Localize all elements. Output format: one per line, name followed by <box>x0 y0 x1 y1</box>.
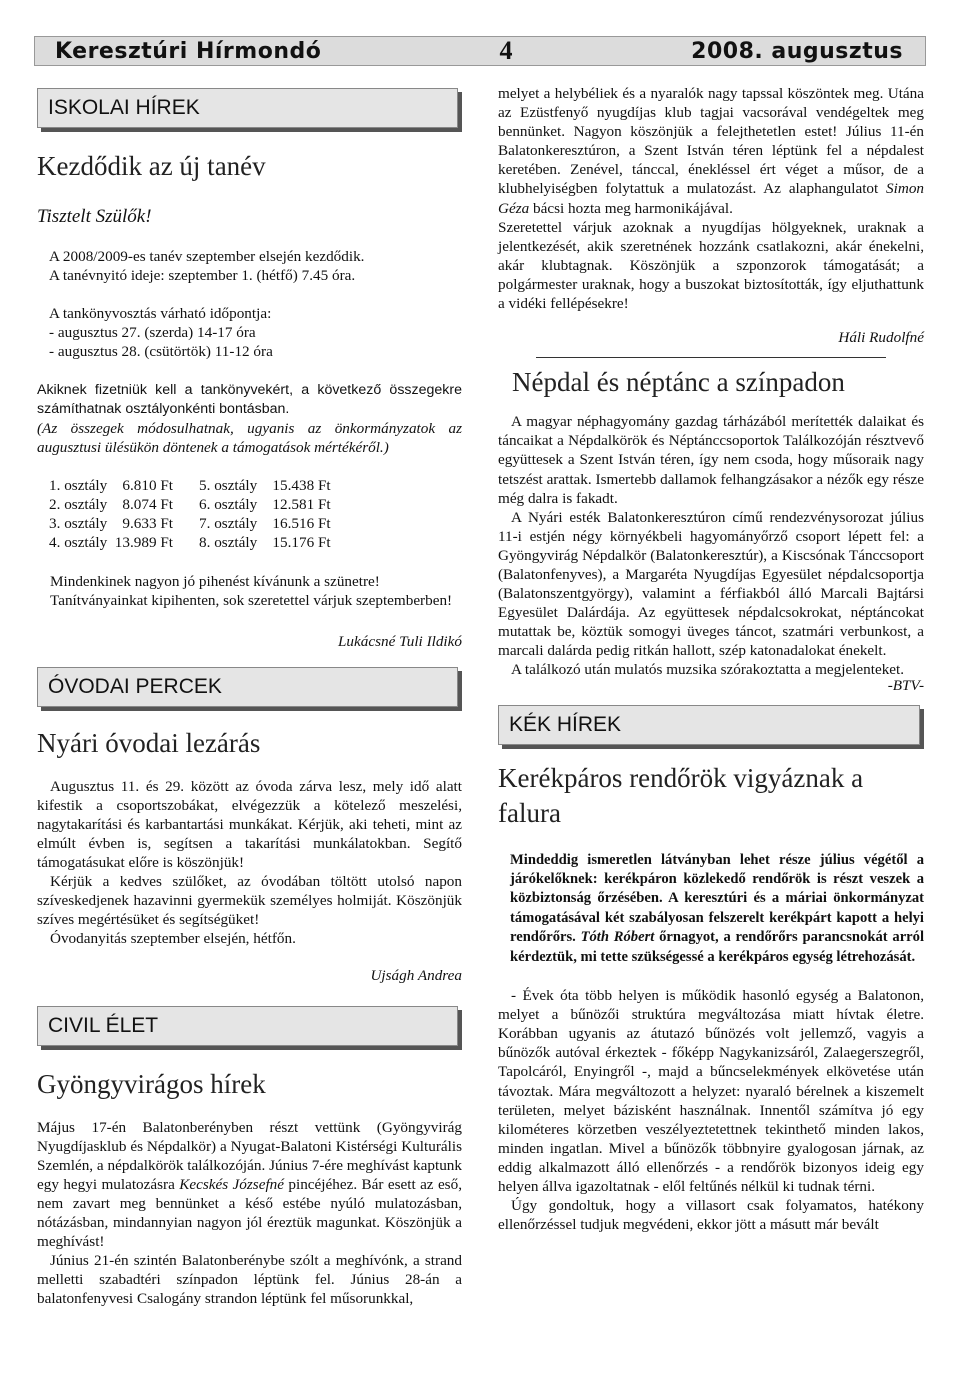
fee-cell: 5. osztály 15.438 Ft <box>199 476 331 494</box>
kindergarten-p3: Óvodanyitás szeptember elsején, hétfőn. <box>50 930 296 948</box>
school-start-line-1: A 2008/2009-es tanév szeptember elsején kezdődik. <box>49 248 365 266</box>
left-column <box>37 84 462 1308</box>
fee-cell: 3. osztály 9.633 Ft <box>49 515 174 533</box>
school-start-line-2: A tanévnyitó ideje: szeptember 1. (hétfő) 7.45 óra. <box>49 267 356 285</box>
civil-continued: melyet a helybéliek és a nyaralók nagy tapssal köszöntek meg. Utána az Ezüstfenyő nyugdíjas klub tagjai vacsorával vendégeltek meg bennünket. Nagyon köszönjük a felejthetetlen estet! Július 11-én Balatonkeresztúron, a Szent István téren léptünk fel a népdalest keretében. Zenével, tánccal, énekléssel ért véget a műsor, de a klubhelyiségben folytattuk a mulatozást. Az alaphangulatot Simon Géza bácsi hozta meg harmonikájával. <box>498 85 924 217</box>
kindergarten-p1: Augusztus 11. és 29. között az óvoda zárva lesz, mely idő alatt kifestik a csoportszobákat, elvégezzük a kötelező meszelési, nagytakarítási és karbantartási munkákat. Kérjük, aki teheti, mint az elmúlt évben is, segítsen a takarítási munkálatokban. Segítő támogatásukat előre is köszönjük! <box>37 777 462 871</box>
school-wish: Mindenkinek nagyon jó pihenést kívánunk a szünetre! <box>50 573 380 591</box>
right-column <box>498 84 924 1234</box>
paper-name: Keresztúri Hírmondó <box>55 38 322 64</box>
fee-cell: 8. osztály 15.176 Ft <box>199 534 331 552</box>
folk-article-title: Népdal és néptánc a színpadon <box>512 367 845 398</box>
folk-p1: A magyar néphagyomány gazdag tárházából merítették dalaikat és táncaikat a Népdalkörök és Néptánccsoportok Találkozóján résztvevő együttesek a Szent István téren, így nem csoda, hogy műsoraik nagy tetszést arattak. Ismertebb dallamok felhangzásakor a nézők egy része még dalra is fakadt. <box>498 413 924 507</box>
school-closing: Tanítványainkat kipihenten, sok szeretettel várjuk szeptemberben! <box>50 592 453 610</box>
masthead <box>34 36 926 66</box>
divider-rule <box>536 357 886 358</box>
fee-intro: Akiknek fizetniük kell a tankönyvekért, a következő összegekre számíthatnak osztályonkénti bontásban. <box>37 381 462 417</box>
fee-cell: 1. osztály 6.810 Ft <box>49 476 174 494</box>
fee-table <box>49 476 462 552</box>
school-signature: Lukácsné Tuli Ildikó <box>337 632 462 650</box>
civil-article-title: Gyöngyvirágos hírek <box>37 1068 266 1099</box>
kindergarten-signature: Ujságh Andrea <box>370 967 462 985</box>
fee-cell: 2. osztály 8.074 Ft <box>49 496 174 514</box>
police-lead: Mindeddig ismeretlen látványban lehet része július végétől a járókelőknek: kerékpáron közlekedő rendőrök is részt veszek a közbiztonság őrzésében. A keresztúri és a máriai önkormányzat támogatásával két szabályosan felszerelt kerékpárt kapott a helyi rendőrőrs. Tóth Róbert őrnagyot, a rendőrőrs parancsnokát arról kérdeztük, mi tette szükségessé a kerékpáros egység létrehozását. <box>510 851 925 965</box>
police-article-title: Kerékpáros rendőrök vigyáznak a falura <box>498 762 864 828</box>
books-date-1: - augusztus 27. (szerda) 14-17 óra <box>49 324 256 342</box>
fee-cell: 7. osztály 16.516 Ft <box>199 515 331 533</box>
kindergarten-p2: Kérjük a kedves szülőket, az óvodában töltött utolsó napon szíveskedjenek hazavinni gyermekük személyes holmiját. Köszönjük szíves megértésüket és segítségüket! <box>37 873 462 929</box>
fee-cell: 4. osztály 13.989 Ft <box>49 534 174 552</box>
civil-p2: Június 21-én szintén Balatonberénybe szólt a meghívónk, a strand melletti szabadtéri színpadon léptünk fel. Június 28-án a balatonfenyvesi Csalogány strandon léptünk fel műsorunkkal, <box>37 1252 462 1308</box>
section-civil: CIVIL ÉLET <box>37 1006 458 1046</box>
section-school: ISKOLAI HÍREK <box>37 88 458 128</box>
school-greeting: Tisztelt Szülők! <box>37 206 152 227</box>
civil-signature: Háli Rudolfné <box>838 329 924 347</box>
police-p1: - Évek óta több helyen is működik hasonló egység a Balatonon, melyet a bűnözői struktúra megváltozása miatt hívtak életre. Korábban ugyanis az átutazó bűnözés volt jellemző, vagyis a bűnözők autóval érkeztek - főképp Nagykanizsáról, Zalaegerszegről, Tapolcáról, Enyingről -, majd a bűncselekmények elkövetése után távoztak. Mára megváltozott a helyzet: nyaraló bérelnek a kiszemelt területen, melyet bázisként használnak. Innentől számítva jó egy kilométeres körzetben veszélyeztetettnek tekinthető minden lakos, minden ingatlan. Mivel a bűnözők többnyire gyalogosan járnak, az eddig alkalmazott álló ellenőrzés - a rendőrök bizonyos ideig egy helyen állva igazoltatnak - elől feltűnés nélkül ki tudnak térni. <box>498 987 924 1195</box>
books-heading: A tankönyvosztás várható időpontja: <box>49 305 272 323</box>
kindergarten-article-title: Nyári óvodai lezárás <box>37 727 261 758</box>
books-date-2: - augusztus 28. (csütörtök) 11-12 óra <box>49 343 273 361</box>
school-article-title: Kezdődik az új tanév <box>37 151 266 181</box>
fee-note: (Az összegek módosulhatnak, ugyanis az önkormányzatok az augusztusi ülésükön döntenek a támogatások mértékéről.) <box>37 419 462 456</box>
fee-cell: 6. osztály 12.581 Ft <box>199 496 331 514</box>
police-p2: Úgy gondoltuk, hogy a villasort csak folyamatos, hatékony ellenőrzéssel tudjuk megvédeni, ekkor jött a másutt már bevált <box>498 1197 924 1234</box>
issue-date: 2008. augusztus <box>691 38 903 64</box>
section-kindergarten: ÓVODAI PERCEK <box>37 667 458 707</box>
folk-signature: -BTV- <box>887 676 924 694</box>
folk-p2: A Nyári esték Balatonkeresztúron című rendezvénysorozat július 11-i estjén négy környékbeli hagyományőrző csoport lépett fel: a Gyöngyvirág Népdalkör (Balatonkeresztúr), a Kiscsónak Tánccsoport (Balatonfenyves), a Margaréta Nyugdíjas Egyesület népdalcsoportja (Balatonszentgyörgy), valamint a férfiakból álló Marcali Bajtársi Egyesület Dalárdája. Az együttesek népdalcsokrokat, néptáncokat mutattak be, köztük somogyi üveges táncot, szatmári verbunkost, a marcali dalárda pedig ritkán hallott, szép katonadalokat énekelt. <box>498 508 924 660</box>
civil-p1: Május 17-én Balatonberényben részt vettünk (Gyöngyvirág Nyugdíjasklub és Népdalkör) a Nyugat-Balatoni Kistérségi Kulturális Szemlén, a népdalkörök találkozóján. Június 7-ére meghívást kaptunk egy hegyi mulatozásra Kecskés Józsefné pincéjéhez. Bár esett az eső, nem zavart meg bennünket a késő estébe nyúló mulatozásban, nótázásban, mindannyian nagyon jól éreztük magunkat. Köszönjük a meghívást! <box>37 1118 462 1251</box>
page-number: 4 <box>499 36 513 65</box>
civil-p3: Szeretettel várjuk azoknak a nyugdíjas hölgyeknek, uraknak a jelentkezését, akik szeretnének hozzánk csatlakozni, akár énekelni, akár klubtagnak. Köszönjük a szponzorok támogatását; a polgármester uraknak, hogy a buszokat biztosították, így eljuthattunk a vidéki fellépésekre! <box>498 218 924 313</box>
section-police: KÉK HÍREK <box>498 705 920 745</box>
folk-p3: A találkozó után mulatós muzsika szórakoztatta a megjelenteket. <box>511 661 905 679</box>
